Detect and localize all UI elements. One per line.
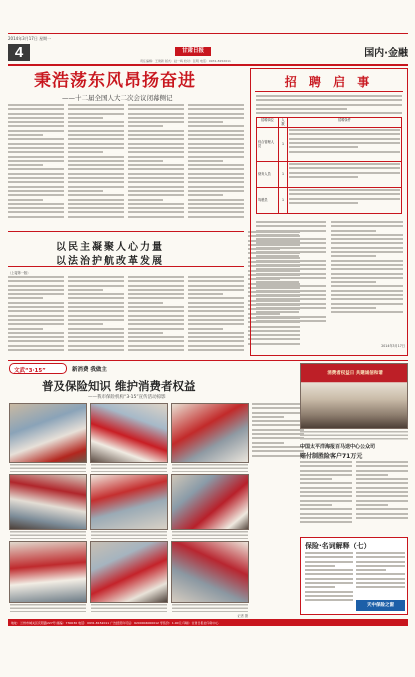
recruit-body-left [256,221,326,331]
commentary-body-col-1 [8,276,64,356]
date-line: 2014年3月17日 星期一 [8,36,52,41]
glossary-body-right [356,552,405,596]
recruit-requirements-cell [288,162,402,188]
news-photo [300,363,408,429]
commentary-headline-2: 以法治护航改革发展 [56,256,164,267]
recruit-count-cell: 1 [279,128,288,162]
commentary-headline-box [8,231,244,267]
consumer-kicker: 新消费 我做主 [72,367,107,373]
event-photo [90,474,168,530]
masthead-top-line [8,33,408,34]
lead-body-col-2 [68,104,124,228]
recruit-count-cell: 1 [279,162,288,188]
recruit-footer: 2014年3月17日 [381,344,405,348]
recruit-col-post: 招聘岗位 [257,118,279,128]
recruit-table-header [257,118,402,128]
recruit-post-cell: 财务人员 [257,162,279,188]
table-row [257,128,402,162]
lead-body-col-1 [8,104,64,228]
lead-subhead: ——十二届全国人大二次会议闭幕侧记 [62,94,173,102]
glossary-badge-text: 天中保险之窗 [367,603,394,608]
photo-caption [172,464,248,472]
event-photo [9,403,87,463]
recruit-post-cell: 驾驶员 [257,188,279,214]
paper-name-badge [175,47,211,56]
photo-caption [10,531,86,539]
lead-headline: 秉浩荡东风昂扬奋进 [34,71,196,91]
news-brief-body-col-1 [300,461,352,533]
event-photo [171,541,249,603]
footer-bar [8,619,408,626]
photo-caption [91,604,167,612]
event-photo [90,541,168,603]
commentary-body-col-2 [68,276,124,356]
editor-line: 责任编辑：王建新 版式：赵一鸣 校对：张明 电话：0931-8152011 [140,59,231,63]
commentary-byline: （上接第一版） [8,271,31,275]
photo-caption [10,464,86,472]
consumer-subhead: ——我市保险机构“3·15”宣传活动掠影 [88,395,166,400]
recruit-box [250,68,408,356]
glossary-title: 保险·名词解释（七） [305,542,371,550]
recruit-title: 招 聘 启 事 [284,75,374,89]
recruit-post-cell: 综合管理人员 [257,128,279,162]
photo-caption [91,531,167,539]
recruit-intro [256,95,402,117]
photo-caption [10,604,86,612]
event-photo [9,474,87,530]
page-number: 4 [14,44,24,61]
recruit-requirements-cell [288,128,402,162]
photo-caption [172,531,248,539]
event-photo [171,474,249,530]
table-row [257,162,402,188]
recruit-table [256,117,402,214]
section-divider [8,360,408,361]
glossary-body-left [305,552,353,610]
photo-caption [172,604,248,612]
consumer-headline: 普及保险知识 维护消费者权益 [42,379,196,393]
news-photo-caption [300,431,408,440]
news-brief-body-col-2 [356,461,408,533]
event-photo [171,403,249,463]
paper-name: 甘肃日报 [181,48,204,54]
page-number-box [8,44,30,61]
commentary-body-col-4 [188,276,244,356]
lead-body-col-3 [128,104,184,228]
consumer-logo-text: 文武“3·15” [14,368,46,374]
recruit-requirements-cell [288,188,402,214]
news-brief-headline-2: 赔付制胜险客户71万元 [300,453,363,460]
lead-body-col-4 [188,104,244,228]
recruit-body-right [331,221,403,331]
news-brief-headline-1: 中国太平洋海报百马送中心公众司 [300,444,376,450]
recruit-title-rule [255,91,403,92]
photo-credit: 记者 摄 [237,614,248,618]
commentary-headline-1: 以民主凝聚人心力量 [56,242,164,253]
footer-text: 地址：兰州市城关区庆阳路227号 邮编：730030 电话：0931-8152011 广告经营许可证：6200004000012 零售价：1.00元 印刷：甘肃日报社印务中心 [11,620,219,625]
glossary-badge [356,600,405,611]
glossary-box [300,537,408,615]
commentary-body-col-3 [128,276,184,356]
event-photo [9,541,87,603]
consumer-body-col [252,403,304,463]
photo-caption [91,464,167,472]
section-title: 国内·金融 [364,48,408,59]
news-photo-banner: 消费者权益日 共建诚信和谐 [327,371,383,376]
event-photo [90,403,168,463]
consumer-logo [9,363,67,374]
recruit-col-requirements: 招聘条件 [288,118,402,128]
recruit-count-cell: 1 [279,188,288,214]
masthead-bottom-line [8,64,408,66]
recruit-col-count: 人数 [279,118,288,128]
table-row [257,188,402,214]
